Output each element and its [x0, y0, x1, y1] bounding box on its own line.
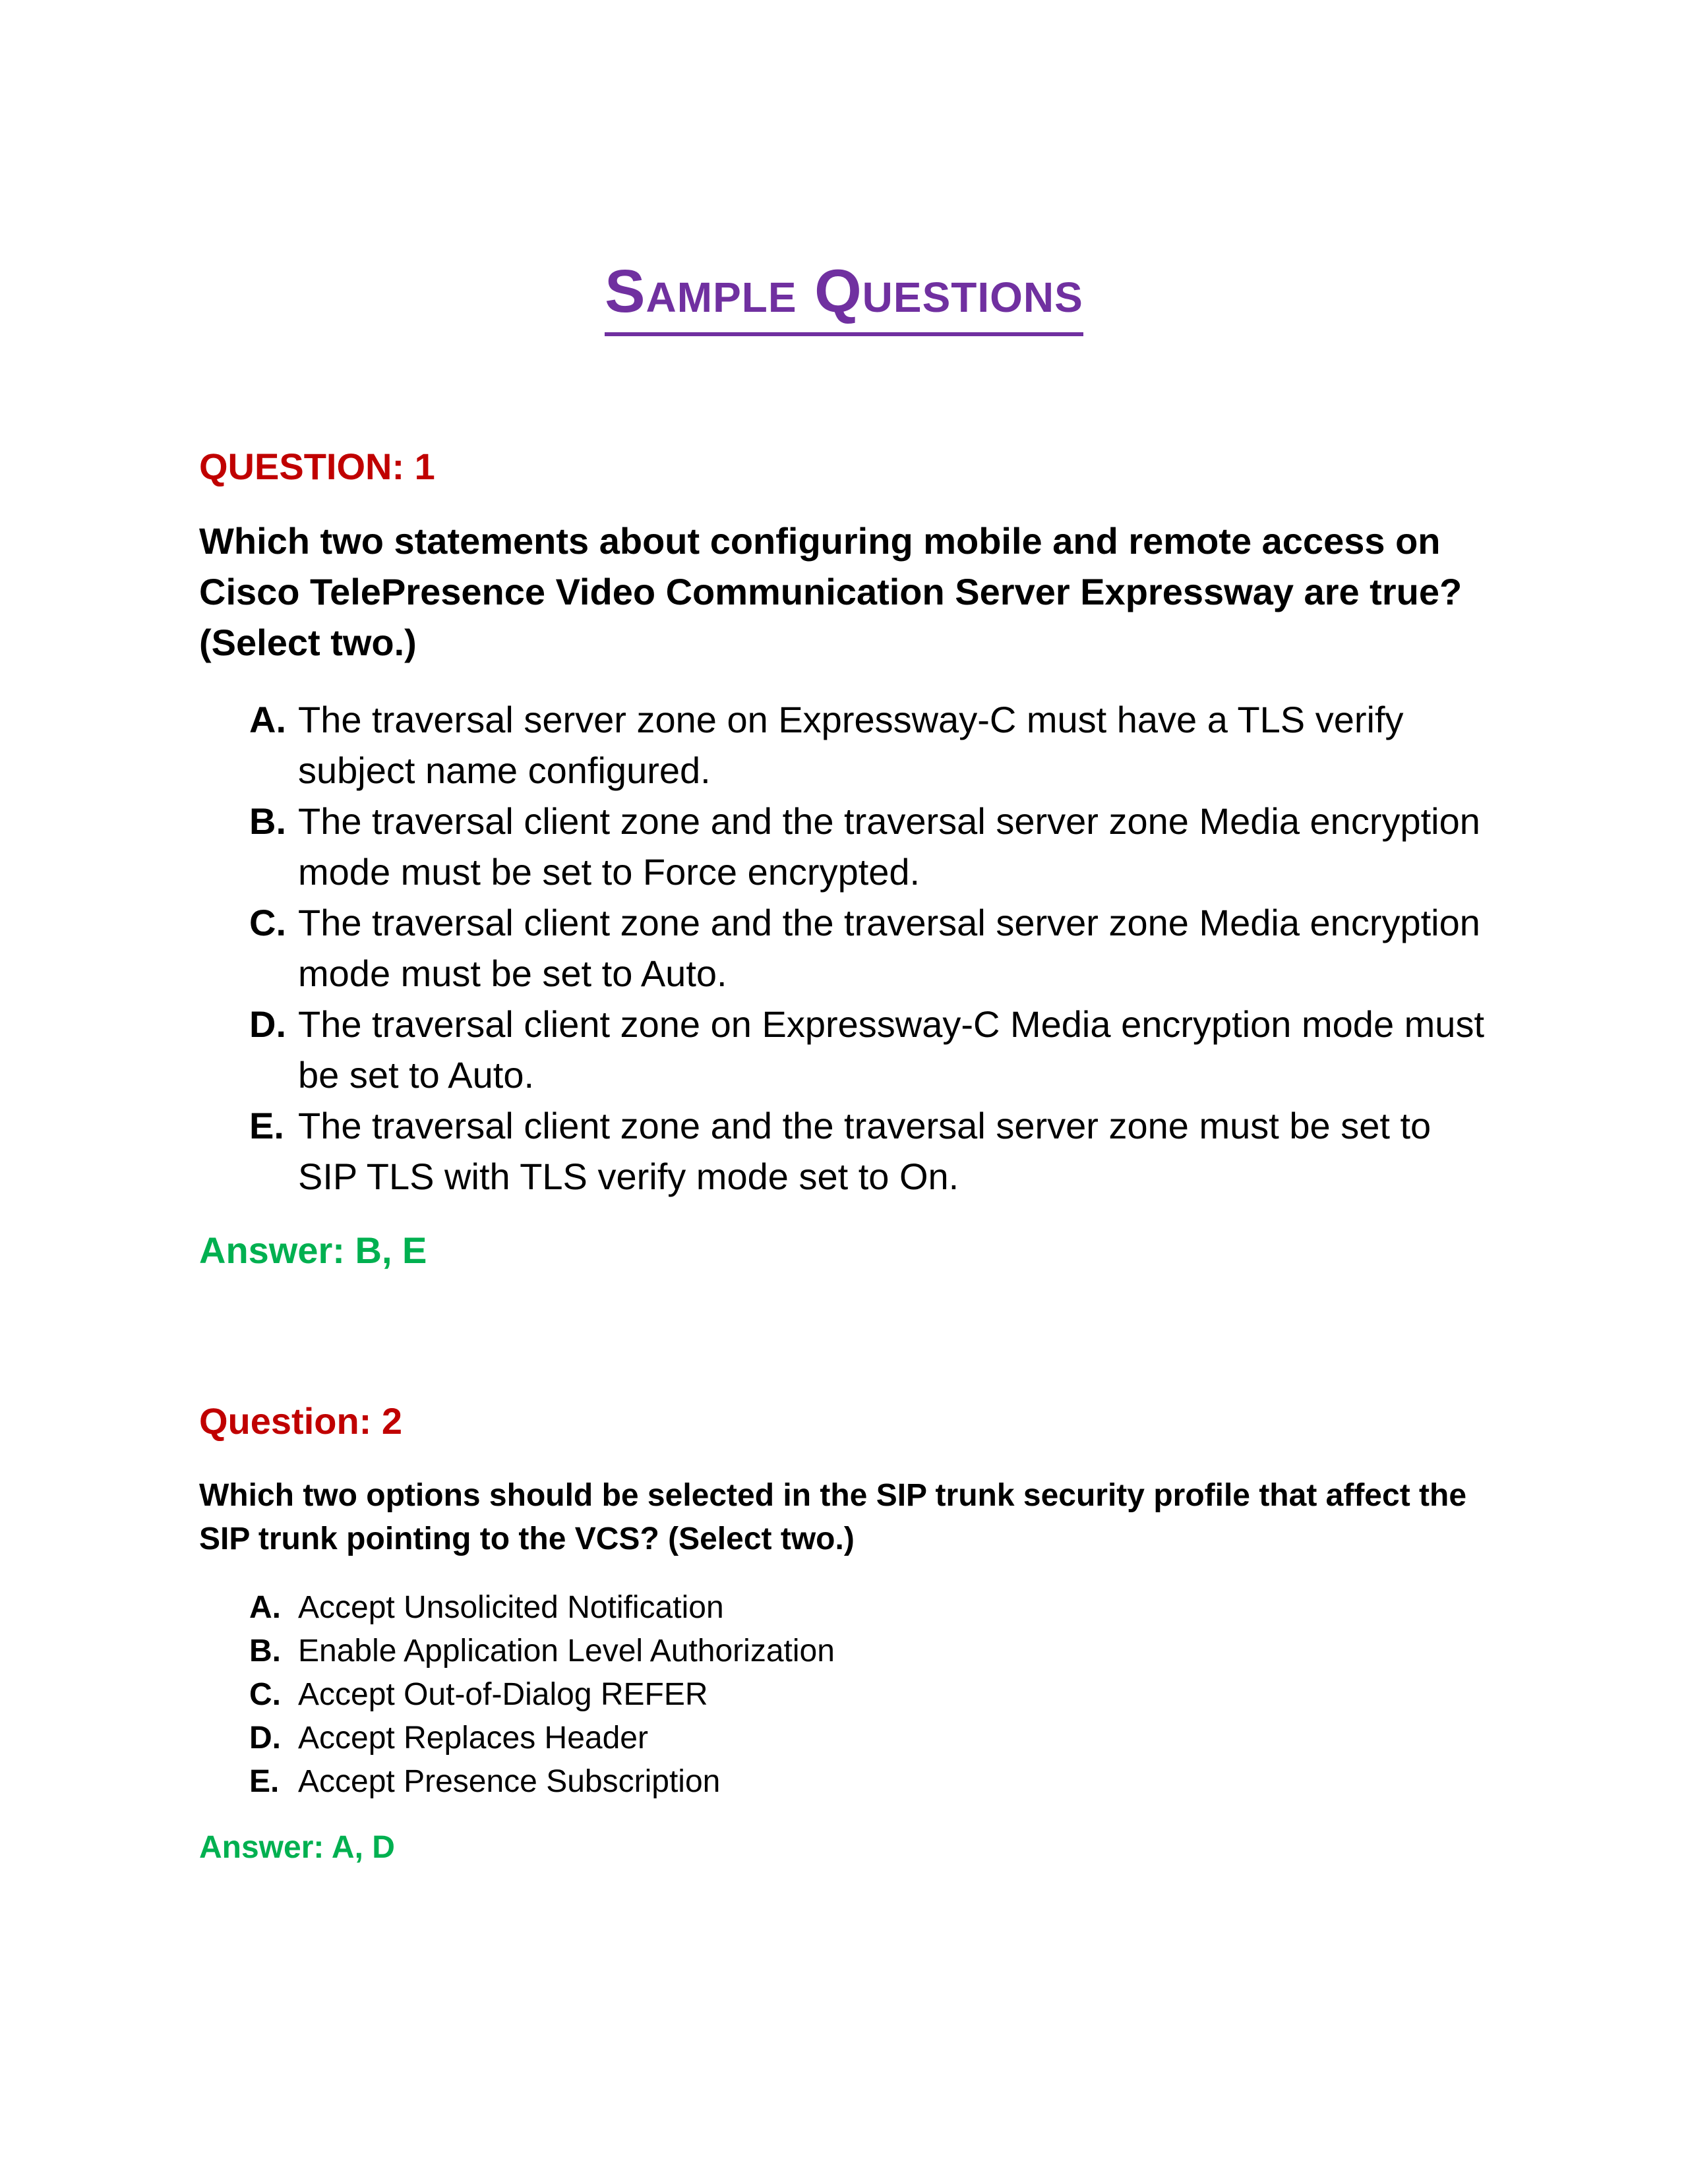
option-b: [199, 796, 1492, 897]
option-text: The traversal client zone and the traversal server zone Media encryption mode must be set to Auto.: [298, 902, 1480, 994]
option-letter: B.: [249, 1634, 281, 1668]
question-1: [199, 443, 1492, 1274]
option-text: Accept Presence Subscription: [298, 1764, 721, 1799]
option-text: Enable Application Level Authorization: [298, 1634, 835, 1668]
question-stem: Which two statements about configuring mobile and remote access on Cisco TelePresence Video Communication Server Expressway are true? (Select two.): [199, 520, 1462, 663]
question-stem: Which two options should be selected in the SIP trunk security profile that affect the SIP trunk pointing to the VCS? (Select two.): [199, 1478, 1467, 1556]
answer-key: Answer: B, E: [199, 1229, 427, 1271]
option-c: [199, 1673, 1492, 1717]
page-title: [0, 252, 1688, 336]
option-text: Accept Out-of-Dialog REFER: [298, 1677, 708, 1712]
option-d: [199, 999, 1492, 1100]
option-a: [199, 694, 1492, 796]
option-letter: E.: [249, 1764, 280, 1799]
option-c: [199, 897, 1492, 999]
question-heading: QUESTION: 1: [199, 446, 435, 487]
option-letter: E.: [249, 1105, 284, 1146]
option-text: The traversal client zone and the traversal server zone Media encryption mode must be set to Force encrypted.: [298, 800, 1480, 893]
answer-key: Answer: A, D: [199, 1830, 395, 1865]
option-text: Accept Replaces Header: [298, 1721, 648, 1756]
option-letter: C.: [249, 1677, 281, 1712]
option-letter: D.: [249, 1721, 281, 1756]
option-text: Accept Unsolicited Notification: [298, 1590, 724, 1625]
option-letter: A.: [249, 699, 286, 740]
option-e: [199, 1760, 1492, 1804]
option-e: [199, 1100, 1492, 1202]
option-letter: D.: [249, 1003, 286, 1045]
question-heading: Question: 2: [199, 1400, 403, 1442]
option-d: [199, 1717, 1492, 1760]
option-text: The traversal server zone on Expressway-C must have a TLS verify subject name configured.: [298, 699, 1404, 791]
option-letter: A.: [249, 1590, 281, 1625]
option-text: The traversal client zone on Expressway-C Media encryption mode must be set to Auto.: [298, 1003, 1484, 1096]
answer-options: [199, 694, 1492, 1202]
question-2: [199, 1398, 1492, 1870]
page-title-text: Sample Questions: [605, 252, 1083, 336]
option-b: [199, 1630, 1492, 1673]
option-letter: B.: [249, 800, 286, 842]
option-a: [199, 1586, 1492, 1630]
option-letter: C.: [249, 902, 286, 943]
answer-options: [199, 1586, 1492, 1804]
option-text: The traversal client zone and the traversal server zone must be set to SIP TLS with TLS verify mode set to On.: [298, 1105, 1432, 1197]
